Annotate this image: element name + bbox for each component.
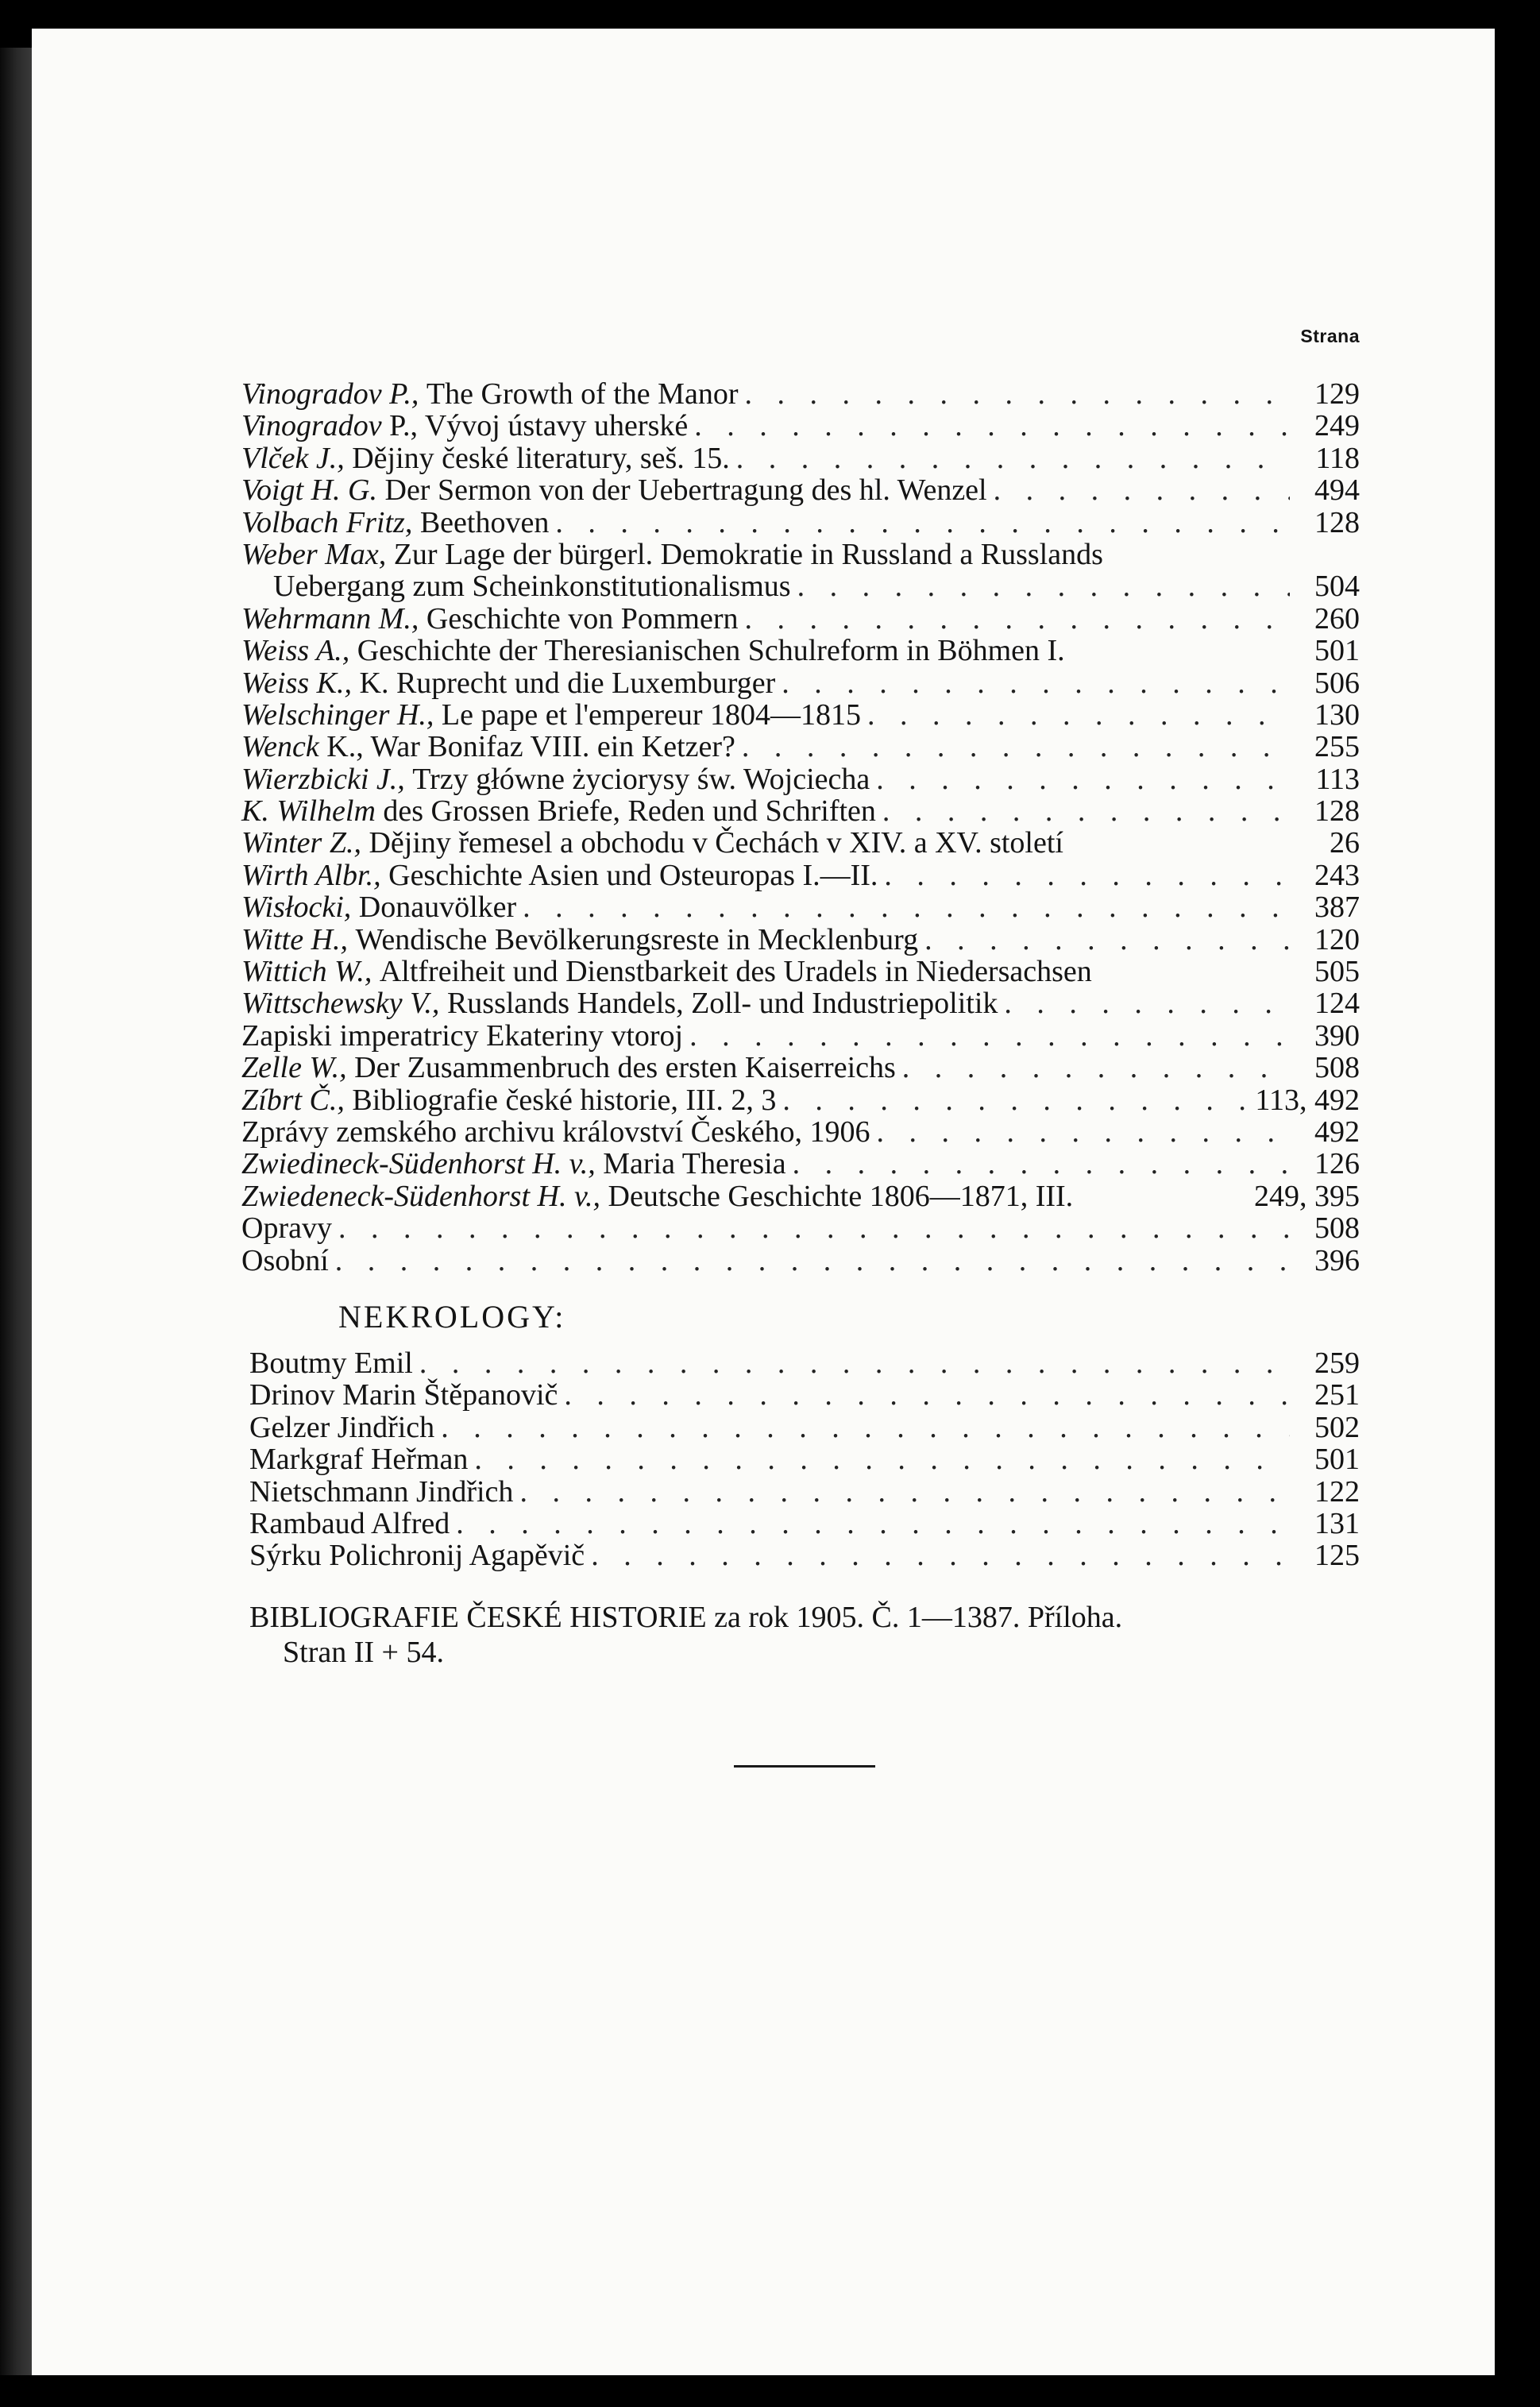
index-entry [241, 539, 1360, 603]
entry-author: Wittschewsky V., [241, 987, 440, 1021]
leader-dots [555, 507, 1290, 539]
entry-page: 113 [1315, 762, 1360, 796]
entry-author: Wittich W., [241, 955, 372, 989]
leader-dots [924, 924, 1290, 956]
page [32, 29, 1495, 2375]
leader-dots [519, 1476, 1290, 1508]
index-entry [241, 763, 1360, 795]
entry-title: Trzy główne życiorysy św. Wojciecha [412, 762, 870, 796]
appendix-note [249, 1600, 1377, 1670]
index-entry [241, 1245, 1360, 1277]
entry-page: 505 [1314, 955, 1360, 989]
entry-author: Weiss A., [241, 634, 350, 668]
index-entry [241, 635, 1360, 666]
appendix-line-1: BIBLIOGRAFIE ČESKÉ HISTORIE za rok 1905. Č. 1—1387. Příloha. [249, 1601, 1123, 1634]
index-entry [241, 891, 1360, 923]
leader-dots [1004, 987, 1290, 1019]
entry-title: Donauvölker [358, 891, 517, 925]
nekrology-name: Gelzer Jindřich [249, 1410, 435, 1444]
entry-author: Zelle W., [241, 1051, 347, 1085]
index-entry [241, 1212, 1360, 1244]
index-entry [241, 410, 1360, 442]
closing-rule [734, 1765, 875, 1768]
entry-title: Osobní [241, 1243, 329, 1277]
index-entry [241, 987, 1360, 1019]
entry-page: 122 [1314, 1474, 1360, 1509]
entry-author: Witte H., [241, 922, 349, 956]
entry-title: Geschichte Asien und Osteuropas I.—II. [388, 858, 878, 892]
entry-page: 130 [1314, 697, 1360, 732]
index-entry [241, 860, 1360, 891]
entry-page: 126 [1314, 1147, 1360, 1181]
leader-dots [474, 1443, 1290, 1475]
entry-page: 26 [1330, 826, 1360, 860]
leader-dots [689, 1020, 1290, 1052]
entry-page: 259 [1314, 1346, 1360, 1380]
leader-dots [902, 1052, 1290, 1084]
index-entry [241, 795, 1360, 827]
entry-page: 249, 395 [1254, 1179, 1360, 1213]
entry-page: 390 [1314, 1018, 1360, 1053]
entry-page: 125 [1314, 1539, 1360, 1573]
entry-page: 504 [1314, 570, 1360, 604]
index-entry [241, 474, 1360, 506]
leader-dots [419, 1347, 1290, 1379]
entry-page: 129 [1314, 377, 1360, 411]
leader-dots [782, 1084, 1249, 1116]
nekrology-name: Nietschmann Jindřich [249, 1474, 514, 1509]
leader-dots [793, 1148, 1290, 1180]
entry-author: Vlček J., [241, 441, 345, 475]
entry-author: Zíbrt Č., [241, 1083, 345, 1117]
leader-dots [742, 731, 1290, 763]
leader-dots [782, 667, 1290, 699]
entry-page: 120 [1314, 922, 1360, 956]
nekrology-entry [249, 1347, 1360, 1379]
entry-page: 131 [1314, 1506, 1360, 1540]
entry-title: Altfreiheit und Dienstbarkeit des Uradels in Niedersachsen [379, 955, 1092, 989]
entry-author: Zwiedineck-Südenhorst H. v., [241, 1147, 596, 1181]
nekrology-entry [249, 1508, 1360, 1540]
nekrology-name: Sýrku Polichronij Agapěvič [249, 1539, 585, 1573]
entry-title: P., Vývoj ústavy uherské [389, 409, 689, 443]
entry-author: Weber Max, [241, 537, 387, 571]
entry-title: K., War Bonifaz VIII. ein Ketzer? [326, 730, 735, 764]
entry-page: 243 [1314, 858, 1360, 892]
leader-dots [876, 1116, 1290, 1148]
entry-author: Wenck [241, 730, 319, 764]
entry-author: Wisłocki, [241, 891, 352, 925]
leader-dots [564, 1379, 1290, 1411]
index-entry [241, 1180, 1360, 1212]
page-column-heading: Strana [1300, 326, 1360, 346]
entry-author: Welschinger H., [241, 697, 434, 732]
leader-dots [591, 1540, 1290, 1571]
entry-page: 124 [1314, 987, 1360, 1021]
entry-page: 128 [1314, 794, 1360, 829]
index-entry [241, 699, 1360, 731]
nekrology-entry [249, 1476, 1360, 1508]
entry-page: 501 [1314, 634, 1360, 668]
entry-author: Voigt H. G. [241, 473, 377, 508]
entry-page: 396 [1314, 1243, 1360, 1277]
leader-dots [745, 603, 1290, 635]
entry-title: Zur Lage der bürgerl. Demokratie in Russland a Russlands [393, 537, 1103, 571]
entry-author: Weiss K., [241, 666, 353, 700]
book-spine [0, 48, 32, 2375]
entry-title: des Grossen Briefe, Reden und Schriften [383, 794, 876, 829]
entry-page: 508 [1314, 1211, 1360, 1246]
index-entry [241, 667, 1360, 699]
leader-dots [456, 1508, 1290, 1540]
leader-dots [882, 795, 1290, 827]
entry-author: Volbach Fritz, [241, 505, 413, 539]
entry-author: Wehrmann M., [241, 601, 419, 636]
entry-title: Deutsche Geschichte 1806—1871, III. [608, 1179, 1074, 1213]
entry-page: 508 [1314, 1051, 1360, 1085]
nekrology-name: Markgraf Heřman [249, 1443, 469, 1477]
entry-page: 260 [1314, 601, 1360, 636]
entry-title: Le pape et l'empereur 1804—1815 [441, 697, 862, 732]
entry-title: Dějiny řemesel a obchodu v Čechách v XIV. a XV. století [369, 826, 1063, 860]
index-entry [241, 1052, 1360, 1084]
entry-page: 251 [1314, 1378, 1360, 1412]
leader-dots [884, 860, 1290, 891]
nekrology-entry [249, 1443, 1360, 1475]
entry-title: Bibliografie české historie, III. 2, 3 [352, 1083, 777, 1117]
index-entry [241, 956, 1360, 987]
entry-title: Maria Theresia [603, 1147, 786, 1181]
leader-dots [797, 570, 1290, 602]
entry-title-continued: Uebergang zum Scheinkonstitutionalismus [273, 570, 791, 604]
entry-page: 255 [1314, 730, 1360, 764]
entry-title: Russlands Handels, Zoll- und Industriepolitik [446, 987, 998, 1021]
entry-title: K. Ruprecht und die Luxemburger [359, 666, 776, 700]
entry-title: Wendische Bevölkerungsreste in Mecklenburg [355, 922, 919, 956]
entry-title: Geschichte der Theresianischen Schulreform in Böhmen I. [357, 634, 1065, 668]
index-entry [241, 442, 1360, 474]
index-entry [241, 603, 1360, 635]
leader-dots [523, 891, 1290, 923]
entry-page: 387 [1314, 891, 1360, 925]
entry-page: 249 [1314, 409, 1360, 443]
entry-page: 113, 492 [1255, 1083, 1360, 1117]
nekrology-entry [249, 1379, 1360, 1411]
entry-title: The Growth of the Manor [426, 377, 739, 411]
nekrology-heading: NEKROLOGY: [338, 1299, 566, 1335]
leader-dots [876, 763, 1290, 795]
entry-title: Opravy [241, 1211, 332, 1246]
leader-dots [994, 474, 1290, 506]
index-entry [241, 507, 1360, 539]
leader-dots [736, 442, 1290, 474]
index-entry [241, 1148, 1360, 1180]
entry-page: 506 [1314, 666, 1360, 700]
leader-dots [694, 410, 1290, 442]
index-entry [241, 1116, 1360, 1148]
leader-dots [338, 1212, 1290, 1244]
entry-page: 501 [1314, 1443, 1360, 1477]
index-entry [241, 1020, 1360, 1052]
entry-title: Der Sermon von der Uebertragung des hl. Wenzel [384, 473, 987, 508]
entry-title: Beethoven [419, 505, 550, 539]
entry-title: Der Zusammenbruch des ersten Kaiserreichs [354, 1051, 896, 1085]
entry-author: Wierzbicki J., [241, 762, 405, 796]
leader-dots [335, 1245, 1290, 1277]
nekrology-entry [249, 1412, 1360, 1443]
entry-title: Zapiski imperatricy Ekateriny vtoroj [241, 1018, 684, 1053]
entry-title: Zprávy zemského archivu království Českého, 1906 [241, 1115, 870, 1149]
entry-page: 492 [1314, 1115, 1360, 1149]
leader-dots [867, 699, 1290, 731]
nekrology-name: Drinov Marin Štěpanovič [249, 1378, 558, 1412]
leader-dots [744, 378, 1290, 410]
entry-title: Dějiny české literatury, seš. 15. [352, 441, 730, 475]
index-entry [241, 827, 1360, 859]
entry-author: K. Wilhelm [241, 794, 376, 829]
nekrology-entry [249, 1540, 1360, 1571]
entry-page: 128 [1314, 505, 1360, 539]
entry-author: Wirth Albr., [241, 858, 381, 892]
entry-author: Winter Z., [241, 826, 361, 860]
nekrology-list [249, 1347, 1360, 1572]
entry-author: Zwiedeneck-Südenhorst H. v., [241, 1179, 601, 1213]
entry-title: Geschichte von Pommern [426, 601, 739, 636]
nekrology-name: Rambaud Alfred [249, 1506, 450, 1540]
entry-author: Vinogradov [241, 409, 382, 443]
index-entries [241, 378, 1360, 1277]
entry-page: 118 [1315, 441, 1360, 475]
index-entry [241, 731, 1360, 763]
appendix-line-2: Stran II + 54. [283, 1636, 444, 1669]
entry-page: 494 [1314, 473, 1360, 508]
nekrology-name: Boutmy Emil [249, 1346, 413, 1380]
index-entry [241, 1084, 1360, 1116]
leader-dots [441, 1412, 1290, 1443]
index-entry [241, 924, 1360, 956]
entry-page: 502 [1314, 1410, 1360, 1444]
entry-author: Vinogradov P., [241, 377, 419, 411]
index-entry [241, 378, 1360, 410]
